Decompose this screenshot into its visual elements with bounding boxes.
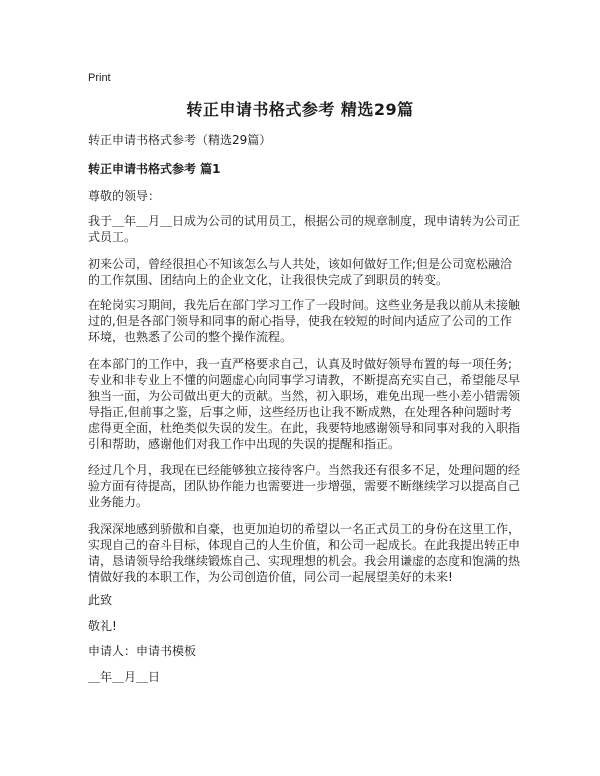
- paragraph-line: 我深深地感到骄傲和自豪，也更加迫切的希望以一名正式员工的身份在这里工作，: [88, 522, 521, 536]
- paragraph-line: 的工作氛围、团结向上的企业文化，让我很快完成了到职员的转变。: [88, 273, 449, 287]
- salutation: 尊敬的领导：: [88, 189, 161, 203]
- paragraph-6: [88, 521, 521, 585]
- page-title: 转正申请书格式参考 精选29篇: [186, 100, 414, 119]
- paragraph-line: 专业和非专业上不懂的问题虚心向同事学习请教，不断提高充实自己，希望能尽早: [88, 373, 521, 387]
- paragraph-1: [88, 213, 521, 245]
- closing-line-1: 此致: [88, 593, 113, 607]
- paragraph-line: 经过几个月，我现在已经能够独立接待客户。当然我还有很多不足，处理问题的经: [88, 463, 521, 477]
- paragraph-4: [88, 356, 521, 452]
- subtitle: 转正申请书格式参考（精选29篇）: [88, 133, 272, 147]
- closing-line-2: 敬礼!: [88, 619, 117, 633]
- paragraph-line: 虑得更全面，杜绝类似失误的发生。在此，我要特地感谢领导和同事对我的入职指: [88, 421, 521, 435]
- paragraph-line: 业务能力。: [88, 495, 149, 509]
- applicant-line: 申请人：申请书模板: [88, 644, 197, 658]
- paragraph-line: 独当一面，为公司做出更大的贡献。当然，初入职场，难免出现一些小差小错需领: [88, 389, 521, 403]
- paragraph-line: 情做好我的本职工作，为公司创造价值，同公司一起展望美好的未来!: [88, 570, 453, 584]
- paragraph-line: 我于＿年＿月＿日成为公司的试用员工，根据公司的规章制度，现申请转为公司正: [88, 214, 521, 228]
- paragraph-line: 初来公司，曾经很担心不知该怎么与人共处，该如何做好工作;但是公司宽松融洽: [88, 257, 513, 271]
- paragraph-line: 在本部门的工作中，我一直严格要求自己，认真及时做好领导布置的每一项任务;: [88, 357, 513, 371]
- paragraph-line: 引和帮助，感谢他们对我工作中出现的失误的提醒和指正。: [88, 437, 401, 451]
- paragraph-line: 环境，也熟悉了公司的整个操作流程。: [88, 330, 293, 344]
- paragraph-line: 式员工。: [88, 230, 137, 244]
- paragraph-line: 过的,但是各部门领导和同事的耐心指导，使我在较短的时间内适应了公司的工作: [88, 314, 512, 328]
- paragraph-line: 请，恳请领导给我继续锻炼自己、实现理想的机会。我会用谦虚的态度和饱满的热: [88, 554, 521, 568]
- paragraph-line: 导指正,但前事之鉴，后事之师，这些经历也让我不断成熟，在处理各种问题时考: [88, 405, 512, 419]
- paragraph-3: [88, 297, 521, 345]
- paragraph-line: 在轮岗实习期间，我先后在部门学习工作了一段时间。这些业务是我以前从未接触: [88, 298, 521, 312]
- paragraph-2: [88, 256, 518, 288]
- paragraph-line: 实现自己的奋斗目标，体现自己的人生价值，和公司一起成长。在此我提出转正申: [88, 538, 521, 552]
- date-line: ＿年＿月＿日: [88, 670, 161, 684]
- paragraph-line: 验方面有待提高，团队协作能力也需要进一步增强，需要不断继续学习以提高自己: [88, 479, 521, 493]
- print-link[interactable]: Print: [88, 72, 111, 84]
- section-heading: 转正申请书格式参考 篇1: [88, 162, 221, 176]
- paragraph-5: [88, 462, 521, 510]
